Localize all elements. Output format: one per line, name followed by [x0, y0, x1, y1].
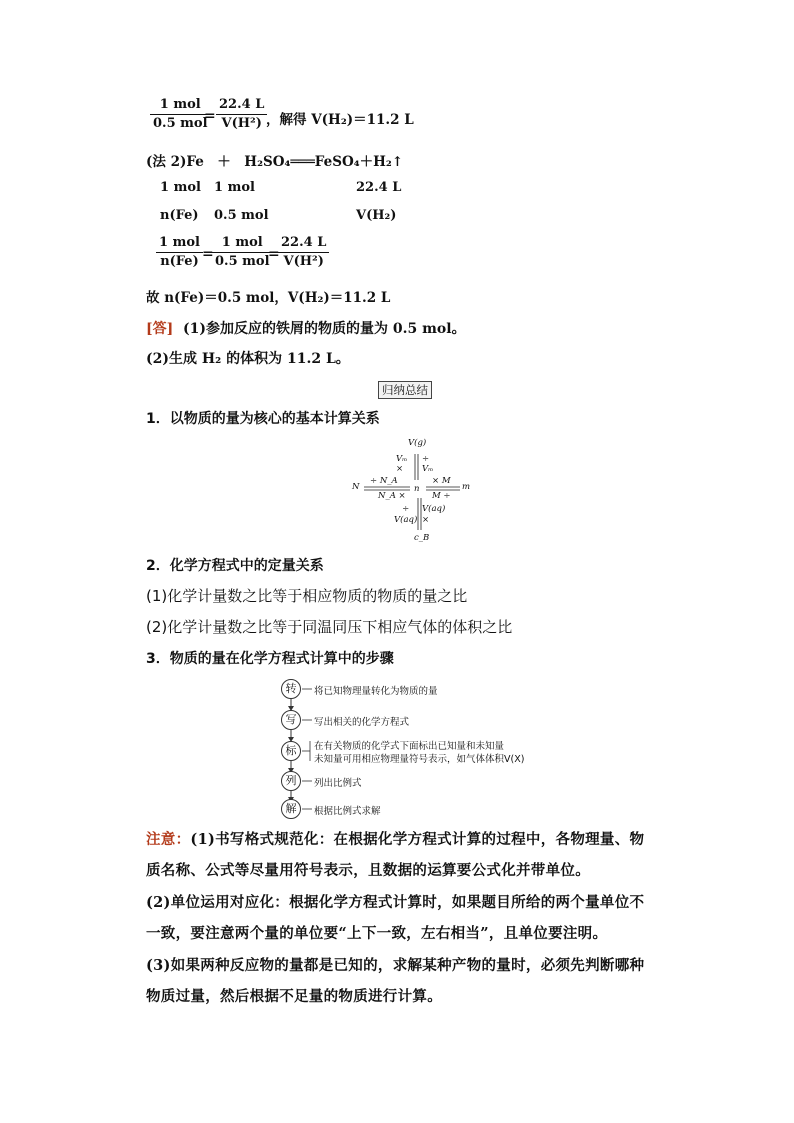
note-paragraph-2-line-2: 一致，要注意两个量的单位要“上下一致，左右相当”，且单位要注明。 — [146, 925, 608, 942]
stoich-row-2-col-2: 0.5 mol — [214, 208, 269, 223]
diagram-left-top-op: ÷ N_A — [370, 476, 398, 486]
answer-line-1 — [146, 318, 466, 338]
answer-text-1: (1)参加反应的铁屑的物质的量为 0.5 mol。 — [183, 321, 466, 337]
step-5-circle: 解 — [281, 799, 301, 819]
step-4-text: 列出比例式 — [314, 778, 362, 789]
section-2-title: 2．化学方程式中的定量关系 — [146, 558, 324, 574]
step-3-circle: 标 — [281, 741, 301, 761]
summary-badge: 归纳总结 — [378, 381, 432, 399]
section-2-item-1: (1)化学计量数之比等于相应物质的物质的量之比 — [146, 587, 468, 605]
step-3-text-line-1: 在有关物质的化学式下面标出已知量和未知量 — [314, 741, 505, 752]
diagram-bottom-node: c_B — [414, 533, 430, 543]
diagram-top-left-op: Vₘ × — [396, 454, 408, 474]
fraction-numerator: 1 mol — [156, 234, 203, 253]
fraction-numerator: 22.4 L — [216, 96, 267, 115]
fraction-22.4L-over-VH2 — [216, 96, 267, 133]
diagram-right-top-op: × M — [432, 476, 451, 486]
fraction-denominator: V(H²) — [283, 254, 324, 269]
equals-sign: = — [202, 246, 214, 262]
note-paragraph-1-line-1 — [146, 828, 644, 849]
equation-1-result: ，解得 V(H₂)＝11.2 L — [266, 112, 414, 128]
note-paragraph-3-line-1: (3)如果两种反应物的量都是已知的，求解某种产物的量时，必须先判断哪种 — [146, 957, 645, 974]
stoich-row-1-col-3: 22.4 L — [356, 180, 402, 195]
fraction-denominator: n(Fe) — [160, 254, 199, 269]
diagram-lines — [352, 434, 472, 546]
diagram-bottom-left-op: ÷ V(aq) — [394, 504, 418, 525]
step-4-circle: 列 — [281, 771, 301, 791]
fraction-denominator: 0.5 mol — [153, 116, 208, 131]
fraction-numerator: 22.4 L — [278, 234, 329, 253]
diagram-top-right-op: ÷ Vₘ — [422, 454, 434, 474]
diagram-center-node: n — [414, 484, 420, 494]
diagram-left-bottom-op: N_A × — [378, 491, 406, 501]
relationship-diagram — [352, 434, 472, 546]
section-3-title: 3．物质的量在化学方程式计算中的步骤 — [146, 651, 394, 667]
answer-line-2: (2)生成 H₂ 的体积为 11.2 L。 — [146, 351, 350, 367]
diagram-right-bottom-op: M ÷ — [432, 491, 451, 501]
fraction-1-mol-over-0.5-mol — [212, 234, 273, 271]
step-5-text: 根据比例式求解 — [314, 806, 381, 817]
note-paragraph-3-line-2: 物质过量，然后根据不足量的物质进行计算。 — [146, 988, 442, 1005]
diagram-bottom-right-op: V(aq) × — [422, 504, 446, 525]
section-1-title: 1．以物质的量为核心的基本计算关系 — [146, 411, 380, 427]
answer-tag: [答] — [146, 321, 174, 337]
method-2-prefix: (法 2) — [146, 154, 187, 170]
equals-sign: = — [204, 108, 216, 124]
stoich-row-1-col-2: 1 mol — [214, 180, 255, 195]
steps-flowchart — [280, 678, 560, 818]
step-2-circle: 写 — [281, 710, 301, 730]
fraction-numerator: 1 mol — [150, 96, 211, 115]
diagram-top-node: V(g) — [408, 438, 427, 448]
step-3-text-line-2: 未知量可用相应物理量符号表示，如气体体积V(X) — [314, 754, 525, 765]
section-2-item-2: (2)化学计量数之比等于同温同压下相应气体的体积之比 — [146, 618, 513, 636]
chemical-equation: Fe ＋ H₂SO₄═══FeSO₄＋H₂↑ — [186, 154, 404, 170]
note-1-text: (1)书写格式规范化：在根据化学方程式计算的过程中，各物理量、物 — [190, 831, 645, 848]
note-label: 注意： — [146, 831, 191, 848]
fraction-denominator: 0.5 mol — [215, 254, 270, 269]
method-2-line — [146, 150, 403, 170]
step-2-text: 写出相关的化学方程式 — [314, 717, 410, 728]
fraction-numerator: 1 mol — [212, 234, 273, 253]
diagram-left-node: N — [352, 482, 360, 492]
fraction-22.4L-over-VH2 — [278, 234, 329, 271]
step-1-circle: 转 — [281, 679, 301, 699]
fraction-denominator: V(H²) — [221, 116, 262, 131]
note-paragraph-2-line-1: (2)单位运用对应化：根据化学方程式计算时，如果题目所给的两个量单位不 — [146, 894, 645, 911]
conclusion-line: 故 n(Fe)＝0.5 mol，V(H₂)＝11.2 L — [146, 290, 391, 306]
step-1-text: 将已知物理量转化为物质的量 — [314, 686, 438, 697]
stoich-row-2-col-1: n(Fe) — [160, 208, 199, 223]
stoich-row-2-col-3: V(H₂) — [356, 208, 397, 223]
equals-sign: = — [268, 246, 280, 262]
stoich-row-1-col-1: 1 mol — [160, 180, 201, 195]
fraction-1-mol-over-0.5-mol — [150, 96, 211, 133]
diagram-right-node: m — [462, 482, 471, 492]
note-paragraph-1-line-2: 质名称、公式等尽量用符号表示，且数据的运算要公式化并带单位。 — [146, 862, 590, 879]
fraction-1-mol-over-nFe — [156, 234, 203, 271]
